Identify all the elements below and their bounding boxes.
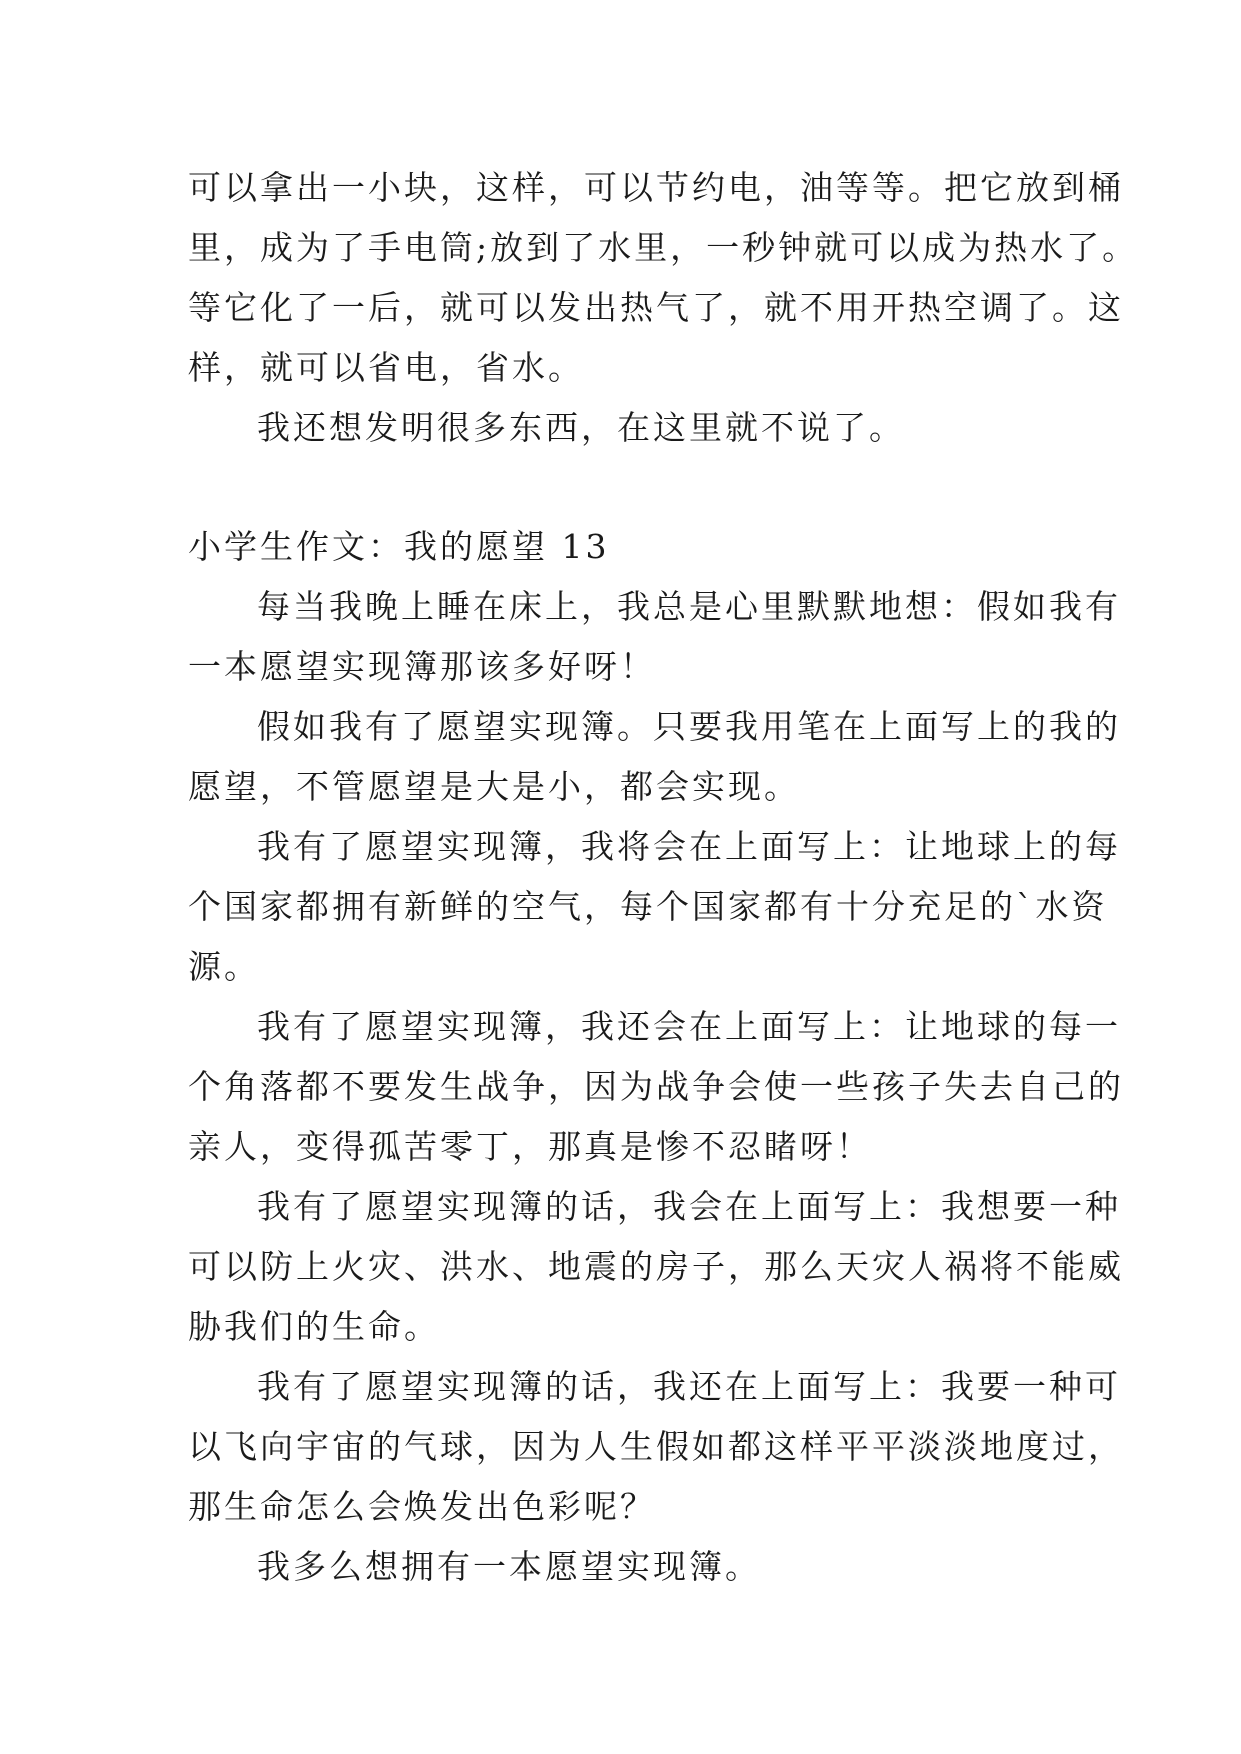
text-line: 我有了愿望实现簿，我还会在上面写上：让地球的每一 xyxy=(257,1007,1121,1046)
text-line: 胁我们的生命。 xyxy=(188,1307,440,1346)
text-line: 那生命怎么会焕发出色彩呢？ xyxy=(188,1487,656,1526)
text-line: 我有了愿望实现簿，我将会在上面写上：让地球上的每 xyxy=(257,827,1121,866)
text-line: 一本愿望实现簿那该多好呀！ xyxy=(188,647,656,686)
text-line: 亲人，变得孤苦零丁，那真是惨不忍睹呀！ xyxy=(188,1127,872,1166)
text-line: 每当我晚上睡在床上，我总是心里默默地想：假如我有 xyxy=(257,587,1121,626)
text-line: 可以拿出一小块，这样，可以节约电，油等等。把它放到桶 xyxy=(188,168,1124,207)
text-line: 样，就可以省电，省水。 xyxy=(188,348,584,387)
text-line: 以飞向宇宙的气球，因为人生假如都这样平平淡淡地度过， xyxy=(188,1427,1124,1466)
text-line: 我有了愿望实现簿的话，我还在上面写上：我要一种可 xyxy=(257,1367,1121,1406)
text-line: 愿望，不管愿望是大是小，都会实现。 xyxy=(188,767,800,806)
text-line: 个角落都不要发生战争，因为战争会使一些孩子失去自己的 xyxy=(188,1067,1124,1106)
text-line: 个国家都拥有新鲜的空气，每个国家都有十分充足的`水资 xyxy=(188,887,1108,926)
text-line: 我多么想拥有一本愿望实现簿。 xyxy=(257,1547,761,1586)
text-line: 里，成为了手电筒;放到了水里，一秒钟就可以成为热水了。 xyxy=(188,228,1139,267)
text-line: 假如我有了愿望实现簿。只要我用笔在上面写上的我的 xyxy=(257,707,1121,746)
text-line: 我还想发明很多东西，在这里就不说了。 xyxy=(257,408,905,447)
text-line: 我有了愿望实现簿的话，我会在上面写上：我想要一种 xyxy=(257,1187,1121,1226)
text-line: 可以防上火灾、洪水、地震的房子，那么天灾人祸将不能威 xyxy=(188,1247,1124,1286)
text-line: 等它化了一后，就可以发出热气了，就不用开热空调了。这 xyxy=(188,288,1124,327)
text-line: 源。 xyxy=(188,947,260,986)
section-title: 小学生作文：我的愿望 13 xyxy=(188,527,610,566)
